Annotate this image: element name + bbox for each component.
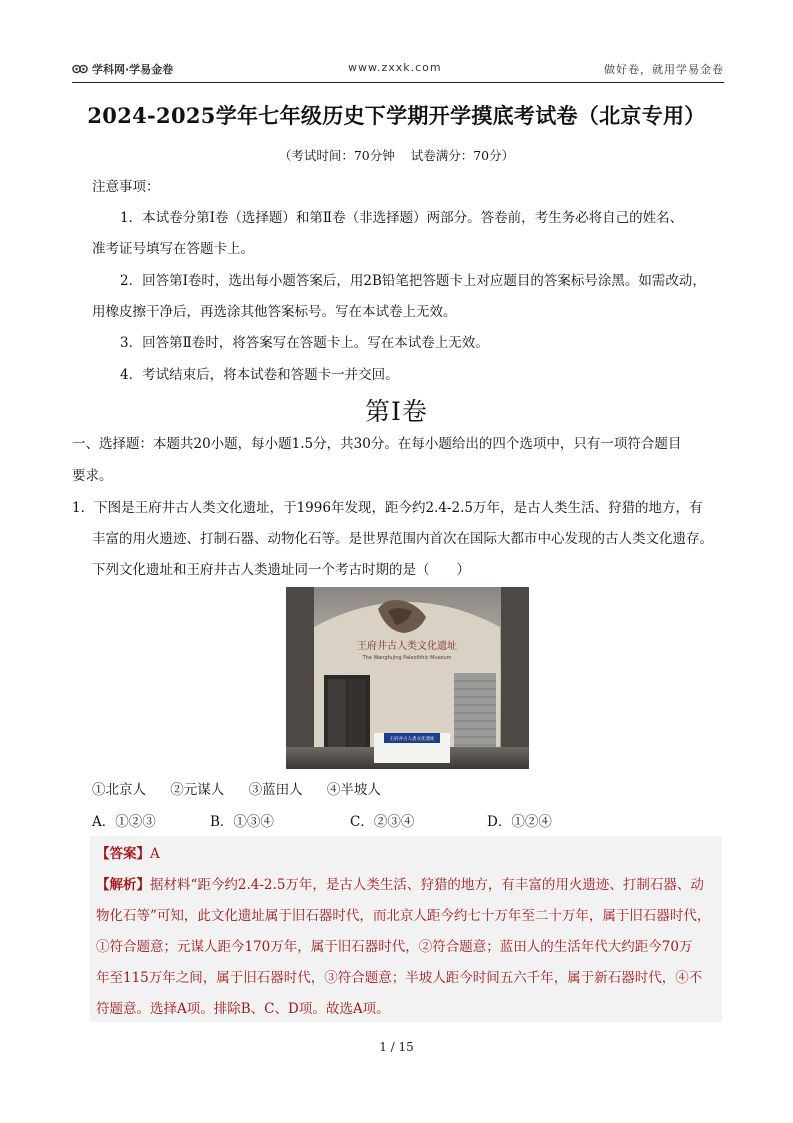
logo-text: 学科网·学易金卷 [92, 63, 174, 76]
question-1-stem: 1．下图是王府井古人类文化遗址，于1996年发现，距今约2.4-2.5万年，是古人类生活、狩猎的地方，有 [72, 500, 703, 516]
page-header [72, 56, 724, 83]
section-intro-cont: 要求。 [72, 468, 113, 484]
exam-time: （考试时间：70分钟 [278, 148, 395, 163]
photo-sign-en: The Wangfujing Paleolithic Museum [362, 655, 452, 661]
owl-logo-icon [72, 63, 88, 75]
photo-sign: 王府井古人类文化遗址 [357, 641, 457, 652]
header-slogan: 做好卷，就用学易金卷 [604, 63, 724, 76]
notice-item-2: 2．回答第Ⅰ卷时，选出每小题答案后，用2B铅笔把答题卡上对应题目的答案标号涂黑。如需改动， [120, 273, 706, 289]
choice-d[interactable]: D．①②④ [487, 814, 552, 830]
section-title: 第Ⅰ卷 [365, 397, 428, 426]
answer-label: 【答案】 [96, 846, 150, 862]
page-number: 1 / 15 [379, 1040, 414, 1054]
exam-score: 试卷满分：70分） [410, 148, 515, 163]
item-1: ①北京人 [92, 782, 146, 798]
answer-line [96, 842, 160, 862]
exam-subtitle [0, 146, 793, 164]
analysis-line-2: 物化石等”可知，此文化遗址属于旧石器时代，而北京人距今约七十万年至二十万年，属于旧石器时代， [96, 908, 711, 924]
item-3: ③蓝田人 [248, 782, 303, 798]
notice-item-2-cont: 用橡皮擦干净后，再选涂其他答案标号。写在本试卷上无效。 [92, 304, 457, 320]
notice-item-1-cont: 准考证号填写在答题卡上。 [92, 241, 254, 257]
analysis-text-1: 据材料“距今约2.4-2.5万年，是古人类生活、狩猎的地方，有丰富的用火遗迹、打制石器、动 [150, 877, 704, 893]
notice-item-1: 1．本试卷分第Ⅰ卷（选择题）和第Ⅱ卷（非选择题）两部分。答卷前，考生务必将自己的姓名、 [120, 210, 684, 226]
notice-item-4: 4．考试结束后，将本试卷和答题卡一并交回。 [120, 367, 399, 383]
notice-heading: 注意事项： [92, 179, 160, 195]
choice-a[interactable]: A．①②③ [92, 814, 156, 830]
analysis-line-3: ①符合题意；元谋人距今170万年，属于旧石器时代，②符合题意；蓝田人的生活年代大约距今70万 [96, 939, 693, 955]
notice-item-3: 3．回答第Ⅱ卷时，将答案写在答题卡上。写在本试卷上无效。 [120, 335, 489, 351]
photo-counter-text: 王府井古人类文化遗址 [389, 737, 435, 742]
site-url[interactable]: www.zxxk.com [348, 61, 442, 74]
analysis-line-1 [96, 873, 704, 893]
item-2: ②元谋人 [170, 782, 225, 798]
analysis-line-5: 符题意。选择A项。排除B、C、D项。故选A项。 [96, 1001, 390, 1017]
question-1-prompt: 下列文化遗址和王府井古人类遗址同一个考古时期的是（ ） [92, 562, 470, 578]
museum-photo [286, 587, 529, 769]
answer-panel [90, 836, 722, 1022]
choice-b[interactable]: B．①③④ [210, 814, 274, 830]
question-1-items [92, 778, 401, 798]
question-1-stem-cont: 丰富的用火遗迹、打制石器、动物化石等。是世界范围内首次在国际大都市中心发现的古人类文化遗存。 [92, 531, 713, 547]
section-intro: 一、选择题：本题共20小题，每小题1.5分，共30分。在每小题给出的四个选项中，只有一项符合题目 [72, 436, 682, 452]
analysis-label: 【解析】 [96, 877, 150, 893]
item-4: ④半坡人 [326, 782, 381, 798]
exam-title: 2024-2025学年七年级历史下学期开学摸底考试卷（北京专用） [87, 103, 706, 128]
answer-value: A [150, 846, 160, 862]
brand-logo [72, 61, 173, 77]
choice-c[interactable]: C．②③④ [350, 814, 415, 830]
analysis-line-4: 年至115万年之间，属于旧石器时代，③符合题意；半坡人距今时间五六千年，属于新石器时代，④不 [96, 970, 703, 986]
